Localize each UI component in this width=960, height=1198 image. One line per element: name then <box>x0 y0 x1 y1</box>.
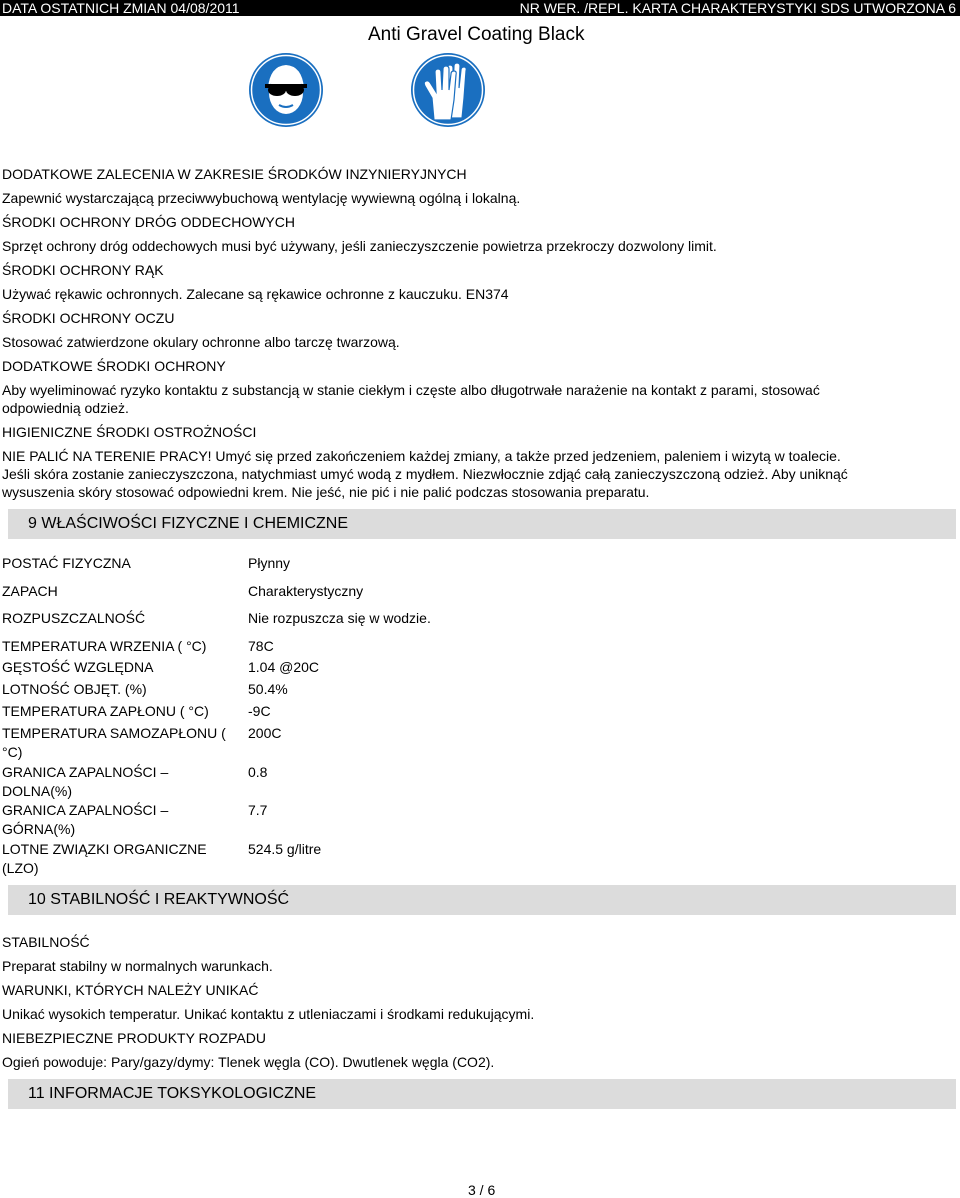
respiratory-text: Sprzęt ochrony dróg oddechowych musi być używany, jeśli zanieczyszczenie powietrza przekroczy dozwolony limit. <box>2 238 717 254</box>
additional-protection-text-2: odpowiednią odzież. <box>2 400 129 416</box>
header-bar <box>0 0 960 16</box>
section-11-bar <box>8 1079 956 1109</box>
property-value: 0.8 <box>248 764 268 780</box>
revision-date: DATA OSTATNICH ZMIAN 04/08/2011 <box>2 0 240 16</box>
conditions-to-avoid-text: Unikać wysokich temperatur. Unikać kontaktu z utleniaczami i środkami redukującymi. <box>2 1006 535 1022</box>
eye-heading: ŚRODKI OCHRONY OCZU <box>2 310 175 326</box>
property-value: 7.7 <box>248 802 268 818</box>
decomposition-text: Ogień powoduje: Pary/gazy/dymy: Tlenek węgla (CO). Dwutlenek węgla (CO2). <box>2 1054 495 1070</box>
sds-version: NR WER. /REPL. KARTA CHARAKTERYSTYKI SDS UTWORZONA 6 <box>519 0 956 16</box>
property-label: ROZPUSZCZALNOŚĆ <box>2 610 146 626</box>
hygiene-heading: HIGIENICZNE ŚRODKI OSTROŻNOŚCI <box>2 424 257 440</box>
property-value: 524.5 g/litre <box>248 841 322 857</box>
section-10-heading: 10 STABILNOŚĆ I REAKTYWNOŚĆ <box>28 891 290 908</box>
property-label: ZAPACH <box>2 583 58 599</box>
eye-text: Stosować zatwierdzone okulary ochronne albo tarczę twarzową. <box>2 334 400 350</box>
hand-heading: ŚRODKI OCHRONY RĄK <box>2 262 164 278</box>
section-11-heading: 11 INFORMACJE TOKSYKOLOGICZNE <box>28 1085 317 1102</box>
property-label: LOTNOŚĆ OBJĘT. (%) <box>2 681 147 697</box>
section-10-bar <box>8 885 956 915</box>
hand-text: Używać rękawic ochronnych. Zalecane są rękawice ochronne z kauczuku. EN374 <box>2 286 509 302</box>
section-9-bar <box>8 509 956 539</box>
property-label: TEMPERATURA ZAPŁONU ( °C) <box>2 703 209 719</box>
engineering-heading: DODATKOWE ZALECENIA W ZAKRESIE ŚRODKÓW INZYNIERYJNYCH <box>2 166 467 182</box>
property-label: GĘSTOŚĆ WZGLĘDNA <box>2 659 154 675</box>
document-title: Anti Gravel Coating Black <box>368 24 585 45</box>
property-value: 200C <box>248 725 282 741</box>
property-value: 78C <box>248 638 274 654</box>
hygiene-text-1: NIE PALIĆ NA TERENIE PRACY! Umyć się przed zakończeniem każdej zmiany, a także przed jedzeniem, paleniem i wizytą w toalecie. <box>2 448 841 464</box>
property-label: GRANICA ZAPALNOŚCI – DOLNA(%) <box>2 764 169 799</box>
additional-protection-heading: DODATKOWE ŚRODKI OCHRONY <box>2 358 226 374</box>
property-label: TEMPERATURA SAMOZAPŁONU ( °C) <box>2 725 226 760</box>
property-label: LOTNE ZWIĄZKI ORGANICZNE (LZO) <box>2 841 207 876</box>
property-value: Płynny <box>248 555 291 571</box>
hygiene-text-2: Jeśli skóra zostanie zanieczyszczona, natychmiast umyć wodą z mydłem. Niezwłocznie zdjąć całą zanieczyszczoną odzież. Aby uniknąć <box>2 466 848 482</box>
property-label: POSTAĆ FIZYCZNA <box>2 555 131 571</box>
property-value: 1.04 @20C <box>248 659 320 675</box>
property-label: TEMPERATURA WRZENIA ( °C) <box>2 638 207 654</box>
section-9-heading: 9 WŁAŚCIWOŚCI FIZYCZNE I CHEMICZNE <box>28 515 349 532</box>
conditions-to-avoid-heading: WARUNKI, KTÓRYCH NALEŻY UNIKAĆ <box>2 982 259 998</box>
property-value: -9C <box>248 703 271 719</box>
property-value: 50.4% <box>248 681 288 697</box>
respiratory-heading: ŚRODKI OCHRONY DRÓG ODDECHOWYCH <box>2 214 295 230</box>
stability-text: Preparat stabilny w normalnych warunkach. <box>2 958 273 974</box>
stability-heading: STABILNOŚĆ <box>2 934 90 950</box>
protective-gloves-icon <box>410 52 486 128</box>
page-number: 3 / 6 <box>468 1182 496 1198</box>
safety-goggles-icon <box>248 52 324 128</box>
property-value: Charakterystyczny <box>248 583 364 599</box>
additional-protection-text-1: Aby wyeliminować ryzyko kontaktu z substancją w stanie ciekłym i częste albo długotrwałe narażenie na kontakt z parami, stosować <box>2 382 820 398</box>
property-value: Nie rozpuszcza się w wodzie. <box>248 610 431 626</box>
decomposition-heading: NIEBEZPIECZNE PRODUKTY ROZPADU <box>2 1030 266 1046</box>
property-label: GRANICA ZAPALNOŚCI – GÓRNA(%) <box>2 802 169 837</box>
hygiene-text-3: wysuszenia skóry stosować odpowiedni krem. Nie jeść, nie pić i nie palić podczas stosowania preparatu. <box>2 484 650 500</box>
engineering-text: Zapewnić wystarczającą przeciwwybuchową wentylację wywiewną ogólną i lokalną. <box>2 190 521 206</box>
